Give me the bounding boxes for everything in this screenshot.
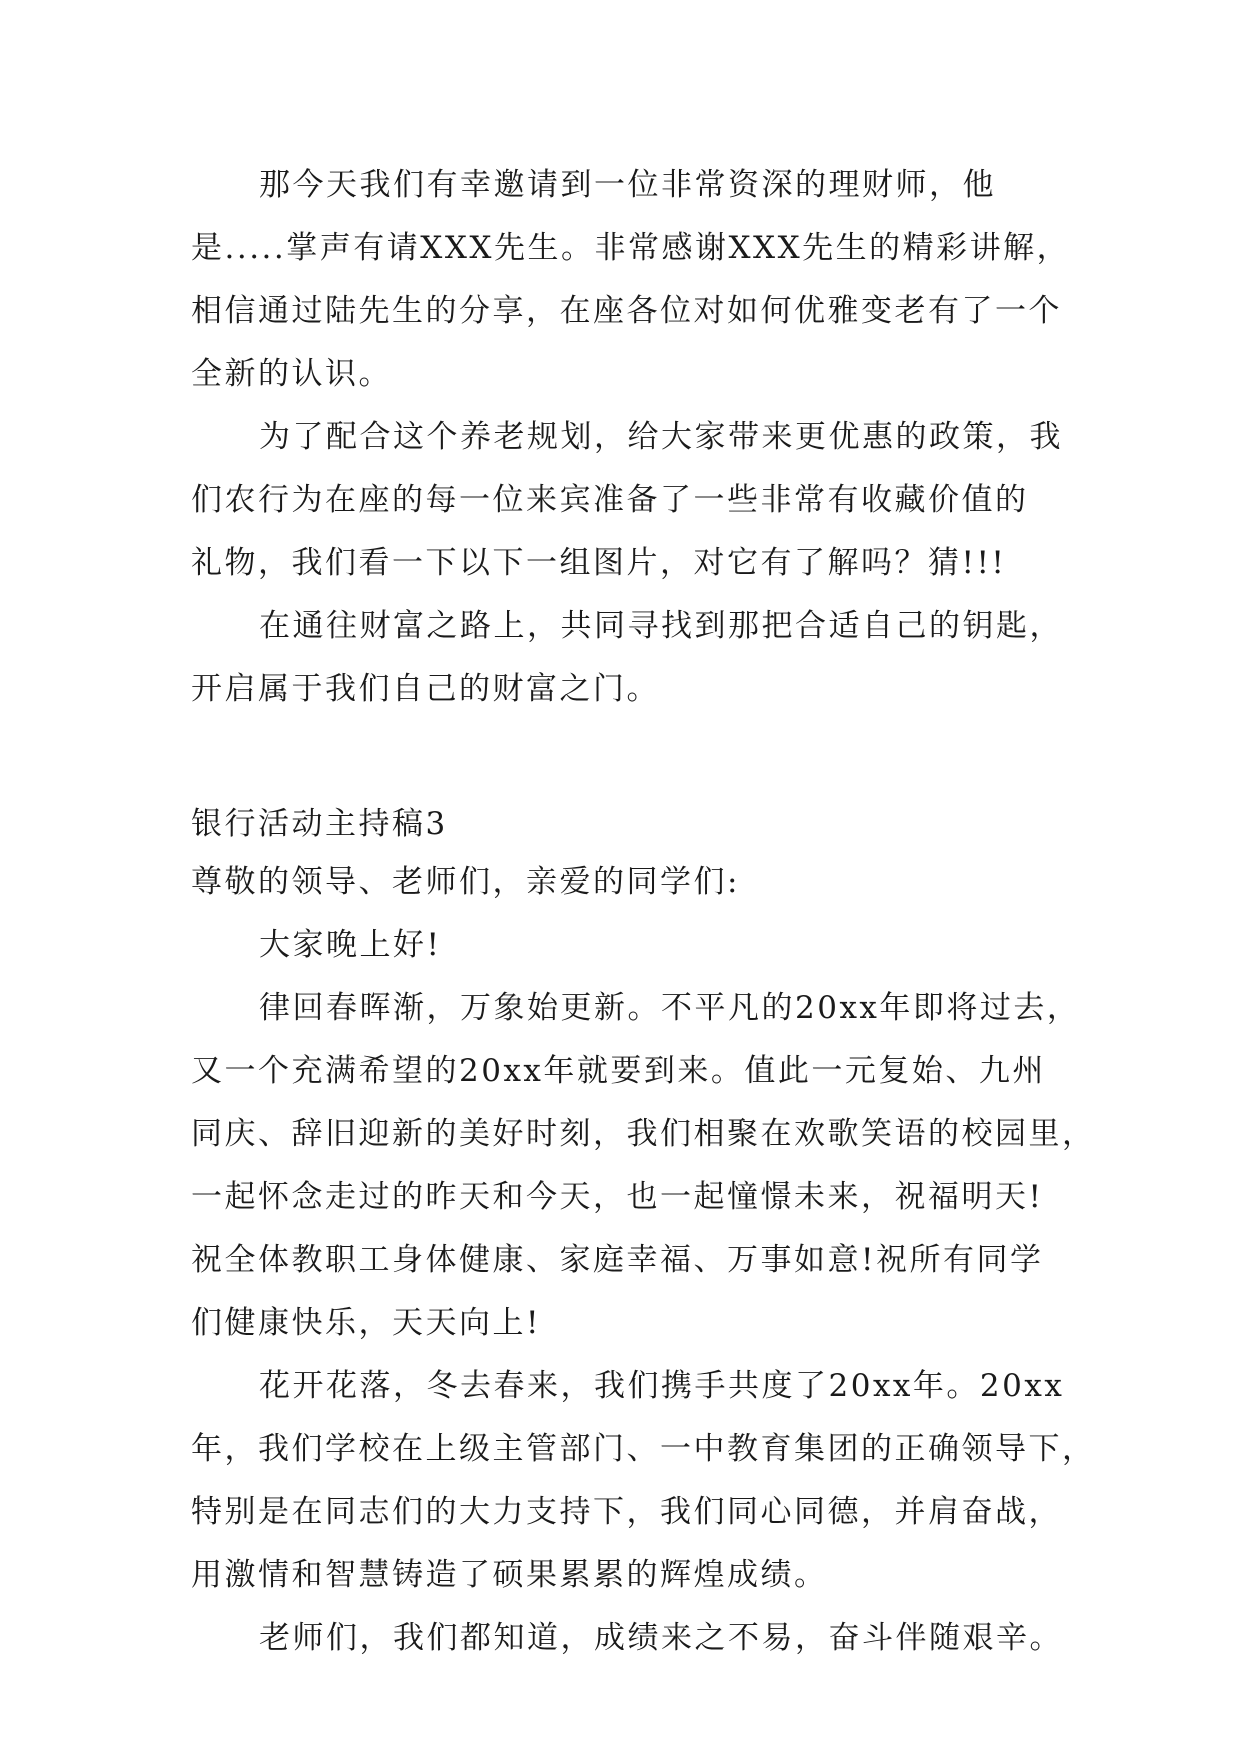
paragraph-teachers [191,1613,1071,1676]
text-line: 们健康快乐，天天向上! [191,1305,541,1341]
text-line: 那今天我们有幸邀请到一位非常资深的理财师，他 [259,167,996,203]
text-line: 年，我们学校在上级主管部门、一中教育集团的正确领导下， [191,1431,1096,1467]
text-line: 相信通过陆先生的分享，在座各位对如何优雅变老有了一个 [191,293,1062,329]
paragraph-guest-speaker [191,160,1071,412]
text-line: 用激情和智慧铸造了硕果累累的辉煌成绩。 [191,1557,828,1593]
salutation: 尊敬的领导、老师们，亲爱的同学们: [191,864,740,900]
text-line: 同庆、辞旧迎新的美好时刻，我们相聚在欢歌笑语的校园里， [191,1116,1096,1152]
paragraph-wealth-road [191,601,1071,727]
document-page [191,160,1096,1676]
text-line: 们农行为在座的每一位来宾准备了一些非常有收藏价值的 [191,482,1029,518]
text-line: 在通往财富之路上，共同寻找到那把合适自己的钥匙， [259,608,1063,644]
text-line: 为了配合这个养老规划，给大家带来更优惠的政策，我 [259,419,1063,455]
text-line: 祝全体教职工身体健康、家庭幸福、万事如意!祝所有同学 [191,1242,1044,1278]
text-line: 特别是在同志们的大力支持下，我们同心同德，并肩奋战， [191,1494,1062,1530]
section-spacer [191,727,1071,799]
text-line: 一起怀念走过的昨天和今天，也一起憧憬未来，祝福明天! [191,1179,1044,1215]
greeting: 大家晚上好! [259,927,442,963]
text-line: 开启属于我们自己的财富之门。 [191,671,660,707]
paragraph-new-year [191,983,1096,1361]
text-line: 花开花落，冬去春来，我们携手共度了20xx年。20xx [259,1368,1065,1404]
section-title: 银行活动主持稿3 [191,806,448,842]
text-line: 是.....掌声有请XXX先生。非常感谢XXX先生的精彩讲解， [191,230,1071,266]
paragraph-gifts [191,412,1071,601]
text-line: 礼物，我们看一下以下一组图片，对它有了解吗？猜!!! [191,545,1007,581]
text-line: 老师们，我们都知道，成绩来之不易，奋斗伴随艰辛。 [259,1620,1063,1656]
paragraph-achievements [191,1361,1096,1613]
text-line: 又一个充满希望的20xx年就要到来。值此一元复始、九州 [191,1053,1046,1089]
text-line: 律回春晖渐，万象始更新。不平凡的20xx年即将过去， [259,990,1081,1026]
text-line: 全新的认识。 [191,356,392,392]
